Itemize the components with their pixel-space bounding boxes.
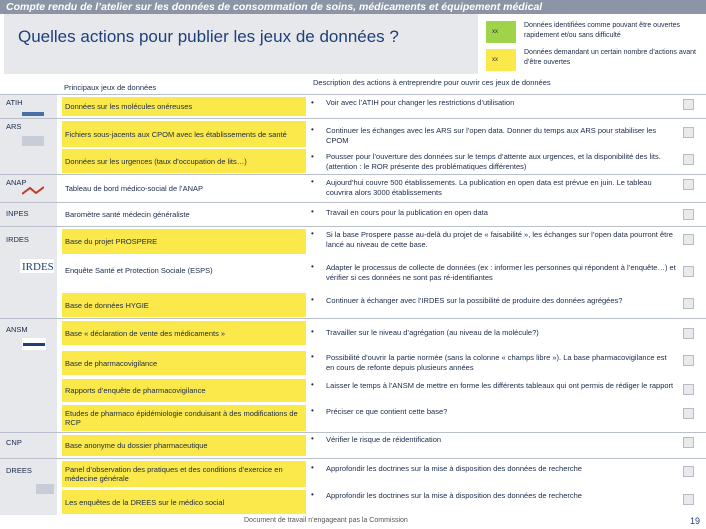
action-description: Pousser pour l’ouverture des données sur le temps d’attente aux urgences, et la disponibilité des lits. (attention : le ROR présente des problématiques différentes) bbox=[326, 152, 661, 171]
action-description: Approfondir les doctrines sur la mise à disposition des données de recherche bbox=[326, 491, 582, 500]
bullet-glyph: • bbox=[311, 98, 314, 107]
dataset-cell: Base de pharmacovigilance bbox=[62, 351, 306, 375]
dataset-cell: Base anonyme du dossier pharmaceutique bbox=[62, 435, 306, 456]
org-label-anap: ANAP bbox=[6, 178, 27, 187]
dataset-cell: Fichiers sous-jacents aux CPOM avec les établissements de santé bbox=[62, 121, 306, 147]
bullet-glyph: • bbox=[311, 177, 314, 186]
row-checkbox[interactable] bbox=[683, 99, 694, 110]
bullet-glyph: • bbox=[311, 262, 314, 271]
action-description: Laisser le temps à l’ANSM de mettre en forme les différents tableaux qui ont permis de rédiger le rapport bbox=[326, 381, 674, 390]
row-checkbox[interactable] bbox=[683, 355, 694, 366]
header-bar bbox=[0, 0, 706, 14]
org-label-ansm: ANSM bbox=[6, 325, 28, 334]
row-divider bbox=[0, 458, 706, 459]
dataset-cell: Données sur les urgences (taux d’occupation de lits…) bbox=[62, 149, 306, 173]
dataset-cell: Les enquêtes de la DREES sur le médico social bbox=[62, 490, 306, 514]
action-description: Travailler sur le niveau d’agrégation (au niveau de la molécule?) bbox=[326, 328, 539, 337]
dataset-cell: Données sur les molécules onéreuses bbox=[62, 97, 306, 116]
legend-green-text: Données identifiées comme pouvant être ouvertes rapidement et/ou sans difficulté bbox=[524, 22, 681, 39]
datasets-column-header: Principaux jeux de données bbox=[64, 83, 157, 92]
legend-yellow-swatch: xx bbox=[486, 49, 516, 71]
row-checkbox[interactable] bbox=[683, 384, 694, 395]
action-description: Continuer les échanges avec les ARS sur l’open data. Donner du temps aux ARS pour stabiliser les CPOM bbox=[326, 126, 657, 145]
action-description: Approfondir les doctrines sur la mise à disposition des données de recherche bbox=[326, 464, 582, 473]
irdes-logo-icon bbox=[20, 259, 54, 273]
anap-logo-icon bbox=[22, 186, 44, 196]
actions-column-header: Description des actions à entreprendre pour ouvrir ces jeux de données bbox=[313, 78, 551, 87]
row-checkbox[interactable] bbox=[683, 328, 694, 339]
dataset-cell: Panel d’observation des pratiques et des conditions d’exercice en médecine générale bbox=[62, 461, 306, 487]
action-description: Travail en cours pour la publication en open data bbox=[326, 208, 488, 217]
drees-logo-icon bbox=[36, 484, 54, 494]
bullet-glyph: • bbox=[311, 125, 314, 134]
row-divider bbox=[0, 94, 706, 95]
dataset-cell: Rapports d’enquête de pharmacovigilance bbox=[62, 379, 306, 402]
action-description: Voir avec l’ATIH pour changer les restrictions d’utilisation bbox=[326, 98, 515, 107]
row-checkbox[interactable] bbox=[683, 494, 694, 505]
action-description: Vérifier le risque de réidentification bbox=[326, 435, 442, 444]
row-checkbox[interactable] bbox=[683, 466, 694, 477]
bullet-glyph: • bbox=[311, 152, 314, 161]
legend-green-swatch: xx bbox=[486, 21, 516, 43]
org-sidebar bbox=[0, 95, 57, 515]
bullet-glyph: • bbox=[311, 295, 314, 304]
dataset-cell: Tableau de bord médico-social de l’ANAP bbox=[62, 177, 306, 200]
row-divider bbox=[0, 318, 706, 319]
row-checkbox[interactable] bbox=[683, 266, 694, 277]
org-label-inpes: INPES bbox=[6, 209, 29, 218]
bullet-glyph: • bbox=[311, 490, 314, 499]
bullet-glyph: • bbox=[311, 327, 314, 336]
row-checkbox[interactable] bbox=[683, 127, 694, 138]
row-divider bbox=[0, 174, 706, 175]
row-divider bbox=[0, 202, 706, 203]
row-checkbox[interactable] bbox=[683, 437, 694, 448]
page-title: Quelles actions pour publier les jeux de données ? bbox=[18, 27, 399, 46]
row-divider bbox=[0, 226, 706, 227]
legend-yellow-text: Données demandant un certain nombre d’actions avant d’être ouvertes bbox=[524, 49, 696, 66]
row-divider bbox=[0, 118, 706, 119]
row-checkbox[interactable] bbox=[683, 154, 694, 165]
org-label-ars: ARS bbox=[6, 122, 22, 131]
dataset-cell: Base « déclaration de vente des médicaments » bbox=[62, 321, 306, 345]
page-number: 19 bbox=[690, 516, 701, 526]
header-text: Compte rendu de l’atelier sur les données de consommation de soins, médicaments et équipement médical bbox=[6, 1, 543, 13]
dataset-cell: Baromètre santé médecin généraliste bbox=[62, 204, 306, 224]
svg-text:IRDES: IRDES bbox=[22, 261, 54, 273]
row-checkbox[interactable] bbox=[683, 234, 694, 245]
org-label-irdes: IRDES bbox=[6, 235, 29, 244]
dataset-cell: Enquête Santé et Protection Sociale (ESPS) bbox=[62, 258, 306, 283]
action-description: Possibilité d’ouvrir la partie normée (sans la colonne « champs libre »). La base pharmacovigilance est en cours de refonte depuis plusieurs années bbox=[326, 353, 667, 372]
action-description: Aujourd’hui couvre 500 établissements. La publication en open data est prévue en juin. Le tableau couvrira alors 3000 établissements bbox=[326, 178, 652, 197]
ansm-logo-icon bbox=[22, 338, 46, 350]
dataset-cell: Base de données HYGIE bbox=[62, 293, 306, 317]
bullet-glyph: • bbox=[311, 207, 314, 216]
ars-logo-icon bbox=[22, 136, 44, 146]
footer-note: Document de travail n’engageant pas la Commission bbox=[244, 517, 408, 524]
row-checkbox[interactable] bbox=[683, 209, 694, 220]
row-checkbox[interactable] bbox=[683, 179, 694, 190]
row-divider bbox=[0, 432, 706, 433]
row-checkbox[interactable] bbox=[683, 408, 694, 419]
action-description: Adapter le processus de collecte de données (ex : informer les personnes qui répondent à l’enquête…) et vérifier si ces données ne sont pas ré-identifiantes bbox=[326, 263, 676, 282]
bullet-glyph: • bbox=[311, 352, 314, 361]
action-description: Préciser ce que contient cette base? bbox=[326, 407, 448, 416]
bullet-glyph: • bbox=[311, 406, 314, 415]
action-description: Continuer à échanger avec l’IRDES sur la possibilité de produire des données agrégées? bbox=[326, 296, 623, 305]
org-label-cnp: CNP bbox=[6, 438, 22, 447]
bullet-glyph: • bbox=[311, 434, 314, 443]
bullet-glyph: • bbox=[311, 380, 314, 389]
dataset-cell: Etudes de pharmaco épidémiologie conduisant à des modifications de RCP bbox=[62, 405, 306, 431]
dataset-cell: Base du projet PROSPERE bbox=[62, 229, 306, 254]
action-description: Si la base Prospere passe au-delà du projet de « faisabilité », les échanges sur l’open data pourront être lancé au niveau de cette base. bbox=[326, 230, 673, 249]
bullet-glyph: • bbox=[311, 229, 314, 238]
bullet-glyph: • bbox=[311, 463, 314, 472]
row-checkbox[interactable] bbox=[683, 298, 694, 309]
org-label-atih: ATIH bbox=[6, 98, 23, 107]
org-label-drees: DREES bbox=[6, 466, 32, 475]
